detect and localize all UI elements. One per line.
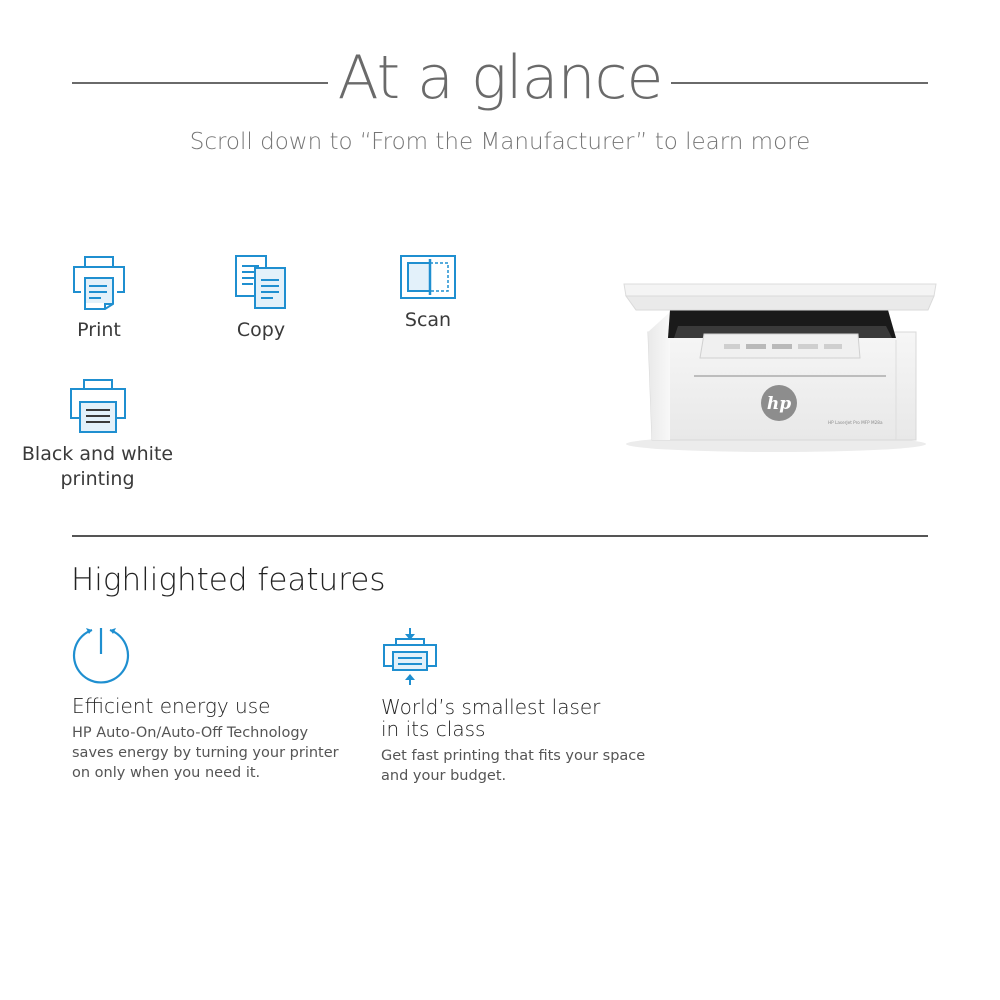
printer-model-label: HP LaserJet Pro MFP M28a bbox=[828, 420, 883, 425]
highlight-smallest-title-line1: World’s smallest laser bbox=[381, 695, 601, 719]
feature-print bbox=[44, 254, 154, 343]
highlight-smallest-desc-line2: and your budget. bbox=[381, 768, 507, 784]
highlight-energy-desc-line1: HP Auto-On/Auto-Off Technology bbox=[72, 725, 309, 741]
highlight-smallest-desc bbox=[381, 746, 651, 786]
section-divider bbox=[72, 535, 928, 537]
feature-scan-label: Scan bbox=[404, 309, 452, 331]
highlight-energy bbox=[72, 695, 342, 783]
feature-copy bbox=[206, 254, 316, 343]
feature-copy-label: Copy bbox=[236, 319, 286, 341]
page-subtitle: Scroll down to “From the Manufacturer” to learn more bbox=[189, 129, 811, 155]
printer-icon bbox=[71, 254, 127, 310]
highlight-smallest-title-line2: in its class bbox=[381, 717, 486, 741]
feature-scan bbox=[373, 254, 483, 333]
page-title: At a glance bbox=[337, 43, 663, 113]
highlight-energy-desc bbox=[72, 723, 342, 783]
copy-icon bbox=[233, 254, 289, 310]
highlight-smallest-laser bbox=[381, 696, 651, 786]
highlight-energy-desc-line2: saves energy by turning your printer bbox=[72, 745, 339, 761]
highlight-small-icon-wrap bbox=[381, 628, 439, 690]
feature-print-label: Print bbox=[77, 319, 121, 341]
power-icon bbox=[70, 624, 132, 686]
compact-printer-icon bbox=[381, 628, 439, 686]
bw-printer-icon bbox=[68, 378, 128, 434]
highlight-energy-desc-line3: on only when you need it. bbox=[72, 765, 261, 781]
printer-product-image bbox=[596, 272, 968, 472]
highlight-energy-icon-wrap bbox=[70, 624, 132, 690]
svg-text:hp: hp bbox=[766, 394, 792, 414]
scan-icon bbox=[399, 254, 457, 300]
feature-bw-label-line1: Black and white bbox=[21, 443, 174, 465]
feature-bw-printing bbox=[20, 378, 175, 492]
feature-bw-label-line2: printing bbox=[60, 468, 135, 490]
highlights-heading: Highlighted features bbox=[71, 562, 386, 598]
highlight-smallest-desc-line1: Get fast printing that fits your space bbox=[381, 748, 646, 764]
highlight-energy-title: Efficient energy use bbox=[72, 694, 271, 718]
